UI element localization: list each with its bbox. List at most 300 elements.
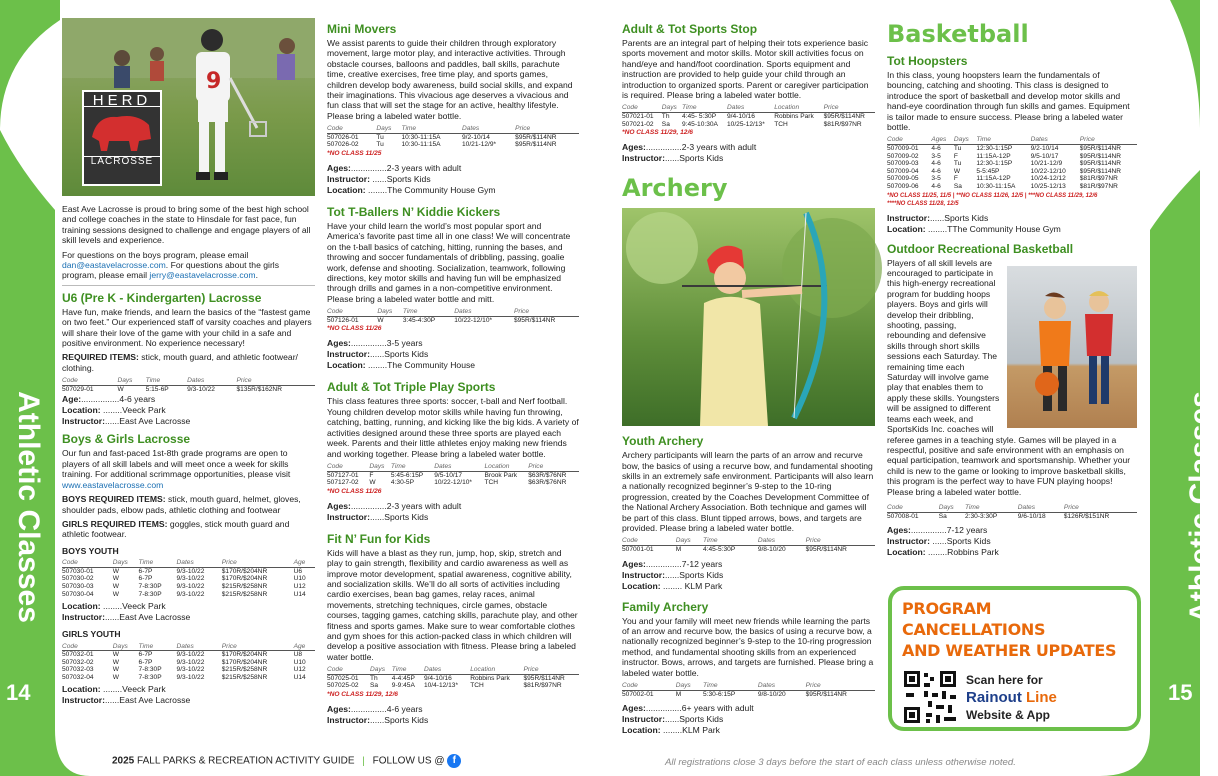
table-cell: $95R/$114NR: [1079, 160, 1122, 168]
table-cell: 3-5: [931, 175, 941, 183]
ages-label: Ages:: [887, 525, 911, 536]
contact-text-b: . For questions about the girls program, please email: [62, 260, 280, 281]
column-header: Age: [294, 559, 315, 567]
table-cell: Sa: [953, 183, 962, 190]
adulttot-table: [622, 104, 875, 128]
ages-label: Ages:: [622, 558, 646, 569]
table-row: [622, 546, 875, 554]
table-cell: $95R/$114NR: [1079, 152, 1122, 160]
table-cell: $215R/$258NR: [221, 582, 268, 590]
table-cell: F: [369, 471, 374, 479]
table-row: [62, 591, 315, 599]
table-cell: 4:45-5:30P: [702, 546, 736, 554]
table-cell: 507002-01: [622, 690, 654, 698]
table-cell: 4-6: [931, 145, 941, 153]
column-header: Dates: [1031, 136, 1080, 144]
girls-email-link[interactable]: jerry@eastavelacrosse.com: [149, 270, 256, 281]
cancel-title-2: AND WEATHER UPDATES: [902, 641, 1117, 660]
column-header: Days: [954, 136, 977, 144]
outdoor-desc-wrap: [887, 258, 1137, 497]
table-cell: $95R/$114NR: [513, 316, 556, 324]
table-cell: M: [675, 690, 682, 698]
table-header-row: [62, 377, 315, 385]
column-header: Time: [703, 537, 758, 545]
age-value: 4-6 years: [119, 394, 156, 405]
column-header: Days: [113, 559, 139, 567]
column-header: Days: [662, 104, 682, 112]
column-header: Time: [965, 504, 1018, 512]
location-value: KLM Park: [682, 725, 720, 736]
table-cell: 507127-01: [327, 471, 359, 479]
table-cell: U8: [293, 651, 303, 659]
table-cell: 507021-01: [622, 113, 654, 121]
logo-bottom-text: LACROSSE: [84, 156, 160, 167]
column-header: Code: [622, 104, 662, 112]
table-cell: 4-6: [931, 167, 941, 175]
youth-archery-desc: Archery participants will learn the parts of an arrow and recurve bow, the basics of using a recurve bow, and fundamental shooting skills in an extremely safe environment. Participants will also learn a nationally recognized beginner’s 9-step to the 10-ring progression, created by the Coaches Development Committee of the National Archery Association. Both technique and games will be part of this class. Blunt tipped arrows, bows, and targets are provided. Please bring a labeled water bottle.: [622, 450, 874, 534]
table-cell: 9/3-10/22: [176, 673, 205, 681]
adulttot-desc: Parents are an integral part of helping their tots experience basic sports movement and motor skills. Motor skill activities focus on hand/eye and hand/foot coordination. Sports equipment and instruction are provided to help guide your child through an introduction to organized sports. Parent or caregiver participation is required. Please bring a labeled water bottle.: [622, 38, 869, 101]
location-value: The Community House Gym: [387, 185, 496, 196]
table-cell: W: [117, 385, 124, 393]
table-cell: $170R/$204NR: [221, 575, 268, 583]
table-cell: U12: [293, 582, 306, 590]
table-cell: 9/3-10/22: [176, 666, 205, 674]
boysgirls-desc-text: Our fun and fast-paced 1st-8th grade programs are open to players of all skill labels and will meet once a week for skills training. For additional scrimmage opportunities, please visit: [62, 448, 291, 480]
column-header: Location: [484, 463, 528, 471]
column-header: Price: [806, 537, 875, 545]
column-header: Price: [222, 559, 294, 567]
footer-year: 2025: [112, 755, 135, 767]
left-top-curve: [0, 0, 60, 230]
column-header: Days: [939, 504, 965, 512]
u6-desc: Have fun, make friends, and learn the basics of the “fastest game on two feet.” Our experienced staff of varsity coaches and players will share their love of the game with your child in a safe and positive environment. No experience necessary!: [62, 306, 312, 349]
girls-info: Location: ........Veeck Park Instructor:......East Ave Lacrosse: [62, 684, 191, 706]
table-cell: $95R/$114NR: [1079, 145, 1122, 153]
table-cell: 9/3-10/22: [176, 590, 205, 598]
table-cell: 9/3-10/22: [176, 567, 205, 575]
table-row: [62, 567, 315, 575]
location-label: Location:: [622, 580, 661, 591]
table-cell: 9/2-10/14: [462, 133, 490, 141]
table-cell: 9/5-10/17: [1030, 152, 1059, 160]
table-cell: 4-4:45P: [391, 674, 415, 682]
svg-text:9: 9: [206, 69, 222, 94]
table-row: [327, 471, 579, 479]
table-cell: 9-9:45A: [391, 682, 415, 690]
table-cell: 7-8:30P: [138, 590, 162, 598]
hoop-note-2: ****NO CLASS 11/28, 12/5: [887, 200, 959, 207]
youth-archery-info: Ages:...............7-12 years Instructor:......Sports Kids Location: ........ KLM Park: [622, 558, 724, 591]
table-cell: F: [953, 152, 958, 160]
table-header-row: [622, 537, 875, 545]
age-label: Age:: [62, 394, 82, 405]
instructor-label: Instructor:: [327, 349, 370, 360]
column-header: Price: [1064, 504, 1137, 512]
location-label: Location:: [887, 547, 926, 558]
instructor-value: Sports Kids: [386, 174, 431, 185]
rainout-info: [966, 673, 1057, 722]
table-cell: $135R/$162NR: [236, 385, 282, 393]
table-cell: U12: [293, 666, 306, 674]
instructor-label: Instructor:: [327, 174, 370, 185]
location-value: The Community House: [387, 360, 476, 371]
fitnfun-note: *NO CLASS 11/29, 12/6: [327, 690, 398, 698]
instructor-label: Instructor:: [327, 511, 370, 522]
column-header: Days: [117, 377, 145, 385]
table-cell: 4:45- 5:30P: [682, 113, 717, 121]
column-header: Dates: [187, 377, 236, 385]
instructor-label: Instructor:: [327, 714, 370, 725]
column-header: Dates: [727, 104, 774, 112]
ages-label: Ages:: [622, 703, 646, 714]
table-header-row: [327, 125, 579, 133]
table-row: [887, 183, 1137, 191]
table-cell: Tu: [953, 160, 962, 168]
column-header: Code: [327, 125, 376, 133]
instructor-value: Sports Kids: [946, 536, 991, 547]
table-row: [327, 316, 579, 324]
footer-disclaimer: All registrations close 3 days before the start of each class unless otherwise noted.: [665, 757, 1016, 768]
column-header: Dates: [434, 463, 484, 471]
column-header: Code: [622, 537, 676, 545]
tot-hoopsters-desc: In this class, young hoopsters learn the fundamentals of bouncing, catching and shooting. This class is designed to introduce the sport of basketball and develop motor skills and hand-eye coordination through fun skills and games. Equipment is tailor made to ensure success. Please bring a labeled water bottle.: [887, 70, 1130, 133]
outdoor-basketball-desc: Players of all skill levels are encouraged to participate in this high-energy recreational program for budding hoops players. Boys and girls will develop their dribbling, shooting, passing, rebounding and defensive skills through short skills sessions each Saturday. The remaining time each Saturday will involve game play that enables them to apply these skills. Youngsters will be assigned to different teams each week, and SportsKids Inc. coaches will referee games in a teaching style. Games will be played in a respectful, positive and safe environment with an emphasis on equal participation, teamwork and sportsmanship. Whether your child is new to the game or looking to improve basketball skills, this program is the perfect way to have FUN playing hoops! Please bring a labeled water bottle.: [887, 257, 1131, 497]
family-archery-info: Ages:...............6+ years with adult Instructor:......Sports Kids Location: ........KLM Park: [622, 703, 754, 736]
column-header: Days: [376, 125, 401, 133]
table-cell: 507030-04: [62, 590, 94, 598]
table-cell: Tu: [953, 145, 962, 153]
column-header: Time: [139, 643, 177, 651]
column-header: Age: [294, 643, 315, 651]
table-cell: W: [112, 673, 119, 681]
table-cell: M: [675, 546, 682, 554]
archery-photo: [622, 208, 875, 426]
table-cell: 10:30-11:15A: [401, 133, 441, 141]
table-cell: Tu: [376, 133, 384, 141]
table-cell: $63R/$76NR: [528, 471, 567, 479]
fitnfun-desc: Kids will have a blast as they run, jump, hop, skip, stretch and play to gain strength, flexibility and cardio awareness as well as improve motor development, spatial awareness, cognitive ability, and socialization skills. We’ll do all sorts of activities including cardio exercises, bean bag games, relay races, animal movements, stretching techniques, circle games, obstacle courses, tagging games, catching skills, parachute play, and other fitness and sports games. Make sure to wear comfortable clothes and gym shoes for this action-packed class in which children will develop a positive association with fitness. Please bring a labeled water bottle.: [327, 547, 578, 662]
table-cell: 6-7P: [138, 567, 153, 575]
table-header-row: [622, 682, 875, 690]
ages-value: 7-12 years: [946, 525, 988, 536]
table-cell: U6: [293, 567, 303, 575]
table-cell: $95R/$114NR: [515, 141, 557, 149]
adulttot-title: Adult & Tot Sports Stop: [622, 22, 758, 36]
table-row: [622, 121, 875, 129]
tballers-table: [327, 308, 579, 324]
table-row: [327, 141, 579, 149]
table-row: [327, 674, 579, 682]
table-cell: 5-5:45P: [976, 167, 1000, 175]
hoop-note-1: *NO CLASS 11/25, 11/5 | **NO CLASS 11/26, 12/5 | ***NO CLASS 11/29, 12/6: [887, 192, 1098, 199]
girls-req-label: GIRLS REQUIRED ITEMS:: [62, 518, 168, 529]
table-cell: 5:30-6:15P: [702, 690, 736, 698]
outdoor-basketball-table: [887, 504, 1137, 520]
instructor-value: Sports Kids: [384, 511, 429, 522]
boys-req-label: BOYS REQUIRED ITEMS:: [62, 494, 166, 505]
lacrosse-intro: East Ave Lacrosse is proud to bring some of the best high school and college coaches in the state to Hinsdale for fast pace, fun training sessions designed to challenge and engage players of all skill levels and experience.: [62, 204, 311, 246]
boys-email-link[interactable]: dan@eastavelacrosse.com: [62, 260, 166, 271]
table-cell: $95R/$114NR: [515, 133, 557, 141]
table-row: [887, 512, 1137, 520]
table-cell: 6-7P: [138, 658, 153, 666]
table-cell: 507009-05: [887, 175, 919, 183]
qr-code-icon[interactable]: [902, 669, 958, 725]
table-cell: W: [112, 666, 119, 674]
table-header-row: [327, 666, 579, 674]
table-cell: 9/4-10/16: [423, 674, 452, 682]
family-archery-desc: You and your family will meet new friends while learning the parts of an arrow and recurve bow, the basics of using a recurve bow, a nationally recognized beginner’s 9-step to the 10-ring progression method, and fundamental shooting skills from an experienced instructor. Bows, arrows, and targets are furnished. Please bring a labeled water bottle.: [622, 615, 874, 678]
outdoor-basketball-title: Outdoor Recreational Basketball: [887, 241, 1074, 256]
instructor-value: East Ave Lacrosse: [119, 612, 191, 623]
instructor-label: Instructor:: [62, 416, 105, 427]
table-cell: 3-5: [931, 152, 941, 160]
column-header: Price: [523, 666, 579, 674]
ages-label: Ages:: [622, 142, 646, 153]
rainout-sub: Website & App: [966, 707, 1051, 722]
instructor-label: Instructor:: [62, 612, 105, 623]
table-cell: 6-7P: [138, 651, 153, 659]
rainout-brand-a: Rainout: [966, 688, 1022, 706]
column-header: Code: [887, 136, 931, 144]
instructor-label: Instructor:: [622, 569, 665, 580]
table-cell: Sa: [369, 682, 379, 690]
facebook-icon[interactable]: f: [447, 754, 461, 768]
tripleplay-title: Adult & Tot Triple Play Sports: [327, 380, 496, 395]
column-archery: [622, 22, 875, 736]
kids-basketball-illustration: [1007, 266, 1137, 428]
column-header: Time: [401, 125, 462, 133]
location-label: Location:: [327, 360, 366, 371]
archery-heading: Archery: [622, 174, 728, 203]
table-cell: 4-6: [931, 160, 941, 168]
basketball-heading: Basketball: [887, 20, 1029, 48]
table-row: [62, 651, 315, 659]
table-cell: 10/22-12/10*: [454, 316, 493, 324]
column-header: Time: [976, 136, 1030, 144]
column-header: Time: [703, 682, 758, 690]
tripleplay-table: [327, 463, 579, 487]
outdoor-info: Ages:...............7-12 years Instructor: ......Sports Kids Location: ........Robbins Park: [887, 525, 999, 558]
ages-value: 6+ years with adult: [681, 703, 754, 714]
column-header: Price: [528, 463, 579, 471]
table-cell: 7-8:30P: [138, 666, 162, 674]
table-cell: $126R/$151NR: [1063, 512, 1110, 520]
table-row: [327, 479, 579, 487]
column-header: Price: [514, 308, 579, 316]
table-cell: W: [112, 582, 119, 590]
archer-illustration: [622, 208, 875, 426]
table-cell: 10/21-12/9: [1030, 160, 1063, 168]
u6-title: U6 (Pre K - Kindergarten) Lacrosse: [62, 290, 262, 305]
table-cell: 9:45-10:30A: [682, 120, 718, 128]
table-cell: 11:15A-12P: [976, 152, 1011, 160]
table-cell: 12:30-1:15P: [976, 145, 1013, 153]
table-cell: 507001-01: [622, 546, 654, 554]
table-cell: 9/3-10/22: [176, 651, 205, 659]
table-cell: 7-8:30P: [138, 582, 162, 590]
table-cell: 5:45-6:15P: [390, 471, 424, 479]
table-cell: Th: [661, 113, 670, 121]
family-archery-table: [622, 682, 875, 698]
table-cell: 507032-02: [62, 658, 94, 666]
table-row: [887, 145, 1137, 153]
table-cell: 10/24-12/12: [1030, 175, 1066, 183]
table-cell: 4:30-5P: [390, 479, 415, 487]
column-kids-sports: [327, 22, 579, 726]
table-row: [62, 659, 315, 667]
u6-required: [62, 352, 315, 373]
contact-text-a: For questions on the boys program, please email: [62, 249, 249, 260]
instructor-value: Sports Kids: [679, 569, 724, 580]
location-label: Location:: [62, 601, 101, 612]
table-cell: 507009-02: [887, 152, 919, 160]
tballers-desc: Have your child learn the world’s most popular sport and America’s favorite past time all in one class! We will concentrate on the t-ball basics of catching, hitting, running the bases, and throwing and soccer fundamentals of dribbling, passing, goalie work, defense and shooting. Socialization, teamwork, following directions, key motor skills and having fun will be emphasized through drills and games in a non-competitive environment. Please bring a labeled water bottle and mitt.: [327, 221, 571, 304]
column-header: Dates: [424, 666, 470, 674]
table-header-row: [887, 504, 1137, 512]
u6-info: Age:................4-6 years Location: ........Veeck Park Instructor:......East Ave Lacrosse: [62, 394, 191, 427]
table-row: [327, 133, 579, 141]
table-cell: $170R/$204NR: [221, 567, 268, 575]
table-cell: 507032-04: [62, 673, 94, 681]
fitnfun-title: Fit N’ Fun for Kids: [327, 531, 431, 546]
minimovers-table: [327, 125, 579, 149]
table-cell: 2:30-3:30P: [964, 512, 998, 520]
table-cell: $95R/$114NR: [805, 690, 847, 698]
girls-required: [62, 519, 315, 540]
table-cell: U10: [293, 658, 306, 666]
table-cell: W: [112, 590, 119, 598]
column-header: Price: [1080, 136, 1137, 144]
adulttot-info: Ages:...............2-3 years with adult Instructor:......Sports Kids: [622, 142, 757, 164]
column-header: Price: [237, 377, 316, 385]
table-cell: $215R/$258NR: [221, 666, 268, 674]
table-cell: 507030-01: [62, 567, 94, 575]
tot-hoopsters-table: [887, 136, 1137, 190]
table-row: [62, 575, 315, 583]
minimovers-desc: We assist parents to guide their children through exploratory movement, large motor play, and interactive activities. Through obstacle courses, balloons and paddles, ball skills, parachute time, creative exercises, free time play, and sports games, children develop body awareness, build social skills, and expand their imaginations. This vivacious age deserves a vivacious and fun class that will set the stage for an active, healthy lifestyle. Please bring a labeled water bottle.: [327, 38, 573, 121]
table-cell: 10/25-12/13*: [727, 120, 765, 128]
location-value: Robbins Park: [947, 547, 999, 558]
table-cell: W: [112, 658, 119, 666]
location-label: Location:: [887, 223, 926, 234]
table-cell: Brook Park: [484, 471, 518, 479]
fitnfun-info: Ages:...............4-6 years Instructor:......Sports Kids: [327, 703, 429, 725]
location-label: Location:: [62, 405, 101, 416]
instructor-label: Instructor:: [622, 714, 665, 725]
side-title-right: Athletic Classes: [1183, 391, 1217, 623]
girls-req-text: goggles, stick mouth guard and athletic footwear.: [62, 518, 290, 540]
table-cell: 6-7P: [138, 575, 153, 583]
column-header: Dates: [758, 537, 806, 545]
minimovers-note: *NO CLASS 11/25: [327, 150, 382, 158]
footer-left: [112, 754, 461, 768]
table-cell: 507009-01: [887, 145, 919, 153]
location-value: KLM Park: [684, 580, 723, 591]
tballers-title: Tot T-Ballers N’ Kiddie Kickers: [327, 205, 501, 220]
ages-label: Ages:: [327, 703, 351, 714]
column-header: Price: [824, 104, 875, 112]
table-cell: 9/5-10/17: [434, 471, 463, 479]
column-header: Code: [327, 666, 370, 674]
family-archery-title: Family Archery: [622, 599, 709, 614]
table-header-row: [62, 643, 315, 651]
table-cell: U14: [293, 590, 306, 598]
table-cell: U14: [293, 673, 306, 681]
table-cell: $81R/$97NR: [1079, 183, 1118, 190]
adulttot-note: *NO CLASS 11/29, 12/6: [622, 129, 693, 137]
table-cell: $63R/$76NR: [528, 479, 567, 487]
fitnfun-table: [327, 666, 579, 690]
table-cell: W: [369, 479, 376, 487]
table-cell: 507009-03: [887, 160, 919, 168]
table-cell: 10/22-12/10*: [434, 479, 472, 487]
table-cell: 5:15-6P: [145, 385, 169, 393]
right-green-band: [1140, 0, 1200, 776]
column-basketball: [887, 20, 1137, 558]
table-cell: F: [953, 175, 958, 183]
tballers-note: *NO CLASS 11/26: [327, 325, 382, 333]
ages-value: 2-3 years with adult: [386, 163, 462, 174]
table-header-row: [327, 463, 579, 471]
ages-value: 7-12 years: [681, 558, 723, 569]
column-header: Dates: [462, 125, 515, 133]
ages-value: 3-5 years: [386, 338, 423, 349]
table-cell: U10: [293, 575, 306, 583]
table-cell: 10/4-12/13*: [423, 682, 459, 690]
table-cell: 9/3-10/22: [187, 385, 215, 393]
tot-hoopsters-title: Tot Hoopsters: [887, 54, 968, 68]
column-header: Time: [392, 666, 424, 674]
instructor-label: Instructor:: [62, 695, 105, 706]
table-row: [887, 168, 1137, 176]
table-cell: $95R/$114NR: [523, 674, 565, 682]
req-label: REQUIRED ITEMS:: [62, 352, 139, 363]
table-cell: 12:30-1:15P: [976, 160, 1013, 168]
boysgirls-title: Boys & Girls Lacrosse: [62, 432, 191, 447]
footer-follow: FOLLOW US @: [372, 755, 445, 767]
table-cell: 507032-01: [62, 651, 94, 659]
table-cell: 507127-02: [327, 479, 359, 487]
table-cell: Sa: [661, 120, 670, 128]
table-header-row: [327, 308, 579, 316]
location-value: TThe Community House Gym: [947, 223, 1061, 234]
location-label: Location:: [62, 684, 101, 695]
footer-guide: FALL PARKS & RECREATION ACTIVITY GUIDE: [137, 755, 355, 767]
column-header: Code: [62, 643, 113, 651]
table-cell: 10:30-11:15A: [401, 141, 441, 149]
eastave-link[interactable]: www.eastavelacrosse.com: [62, 479, 164, 490]
table-cell: 9/3-10/22: [176, 658, 205, 666]
table-cell: Robbins Park: [470, 674, 510, 682]
table-row: [62, 583, 315, 591]
table-cell: 10:30-11:15A: [976, 183, 1016, 190]
instructor-label: Instructor:: [887, 212, 930, 223]
column-header: Code: [62, 377, 117, 385]
rainout-logo[interactable]: [966, 689, 1057, 706]
boys-youth-title: BOYS YOUTH: [62, 545, 119, 556]
table-cell: W: [112, 567, 119, 575]
tripleplay-desc: This class features three sports: soccer, t-ball and Nerf football. Young children develop motor skills while having fun throwing, catching, batting, running, and kicking like the big kids. A variety of activities designed around these three sports are played each week. Parents and their little athletes enjoy making new friends and working together. Please bring a labeled water bottle.: [327, 396, 579, 459]
table-cell: 507026-01: [327, 133, 359, 141]
divider: [62, 285, 315, 286]
column-header: Days: [370, 666, 392, 674]
column-lacrosse: [62, 18, 315, 706]
instructor-value: East Ave Lacrosse: [119, 416, 191, 427]
table-row: [622, 113, 875, 121]
table-cell: 9/3-10/22: [176, 582, 205, 590]
